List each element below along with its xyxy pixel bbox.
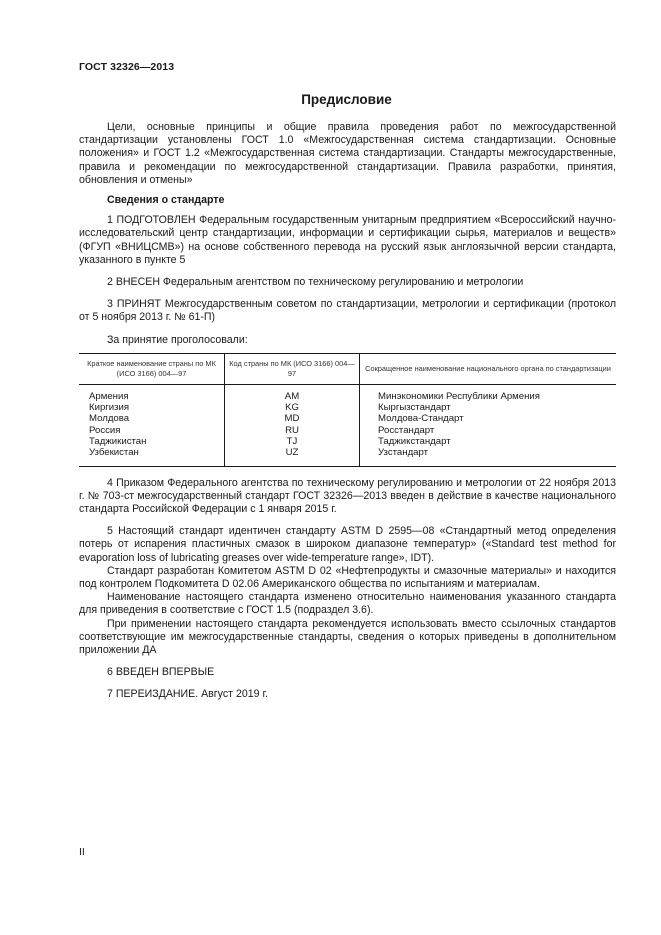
item-7-reissue: 7 ПЕРЕИЗДАНИЕ. Август 2019 г. (107, 688, 268, 701)
document-body (79, 121, 616, 702)
voting-table (79, 353, 616, 467)
country-name: Узбекистан (89, 447, 139, 459)
document-code-header: ГОСТ 32326—2013 (79, 61, 175, 73)
table-header-country: Краткое наименование страны по МК (ИСО 3166) 004—97 (79, 353, 225, 384)
item-2-submitted: 2 ВНЕСЕН Федеральным агентством по техническому регулированию и метрологии (107, 276, 524, 289)
item-1-prepared: 1 ПОДГОТОВЛЕН Федеральным государственным унитарным предприятием «Всероссийский научно-исследовательский центр стандартизации, информации и сертификации сырья, материалов и веществ» (ФГУП «ВНИЦСМВ») на основе собственного перевода на русский язык англоязычной версии стандарта, указанного в пункте 5 (79, 214, 616, 266)
standards-body-column (360, 384, 617, 466)
table-row (79, 384, 616, 466)
country-code: KG (285, 402, 299, 414)
item-5-references: При применении настоящего стандарта рекомендуется использовать вместо ссылочных стандартов соответствующие им межгосударственные стандарты, сведения о которых приведены в дополнительном приложении ДА (79, 617, 616, 657)
table-header-code: Код страны по МК (ИСО 3166) 004—97 (225, 353, 360, 384)
item-3-adopted: 3 ПРИНЯТ Межгосударственным советом по стандартизации, метрологии и сертификации (протокол от 5 ноября 2013 г. № 61-П) (79, 298, 616, 324)
country-code: AM (284, 390, 300, 402)
country-name: Таджикистан (89, 436, 147, 448)
table-header-row (79, 353, 616, 384)
standards-body-name: Молдова-Стандарт (378, 413, 464, 425)
country-column (79, 384, 225, 466)
standards-body-name: Росстандарт (378, 424, 435, 436)
country-name: Армения (89, 390, 129, 402)
standards-body-name: Кыргызстандарт (378, 402, 451, 414)
intro-paragraph: Цели, основные принципы и общие правила проведения работ по межгосударственной стандартизации установлены ГОСТ 1.0 «Межгосударственная система стандартизации. Основные положения» и ГОСТ 1.2 «Межгосударственная система стандартизации. Стандарты межгосударственные, правила и рекомендации по межгосударственной стандартизации. Правила разработки, принятия, обновления и отмены» (79, 121, 616, 186)
country-code: MD (284, 413, 300, 425)
country-code: TJ (286, 436, 298, 448)
item-6-first-introduced: 6 ВВЕДЕН ВПЕРВЫЕ (107, 666, 215, 679)
country-code: UZ (285, 447, 299, 459)
item-5-developer: Стандарт разработан Комитетом ASTM D 02 «Нефтепродукты и смазочные материалы» и находится под контролем Подкомитета D 02.06 Американского общества по испытаниям и материалам. (79, 564, 616, 591)
section-title: Сведения о стандарте (107, 194, 225, 207)
country-name: Молдова (89, 413, 130, 425)
item-5-name-change: Наименование настоящего стандарта изменено относительно наименования указанного стандарта для приведения в соответствие с ГОСТ 1.5 (подраздел 3.6). (79, 591, 616, 617)
table-header-body: Сокращенное наименование национального органа по стандартизации (360, 353, 617, 384)
country-name: Россия (89, 424, 121, 436)
item-4-order: 4 Приказом Федерального агентства по техническому регулированию и метрологии от 22 ноября 2013 г. № 703-ст межгосударственный стандарт ГОСТ 32326—2013 введен в действие в качестве национального стандарта Российской Федерации с 1 января 2015 г. (79, 476, 616, 516)
standards-body-name: Минэкономики Республики Армения (378, 390, 540, 402)
standards-body-name: Узстандарт (378, 447, 429, 459)
country-code: RU (285, 424, 299, 436)
standards-body-name: Таджикстандарт (378, 436, 451, 448)
voted-label: За принятие проголосовали: (107, 333, 248, 346)
country-name: Киргизия (89, 402, 130, 414)
code-column (225, 384, 360, 466)
page-number: II (79, 846, 85, 858)
page-title: Предисловие (301, 92, 392, 107)
item-5-identical: 5 Настоящий стандарт идентичен стандарту ASTM D 2595—08 «Стандартный метод определения потерь от испарения пластичных смазок в широком диапазоне температур» («Standard test method for evaporation loss of lubricating greases over wide-temperature range», IDT). (79, 525, 616, 564)
